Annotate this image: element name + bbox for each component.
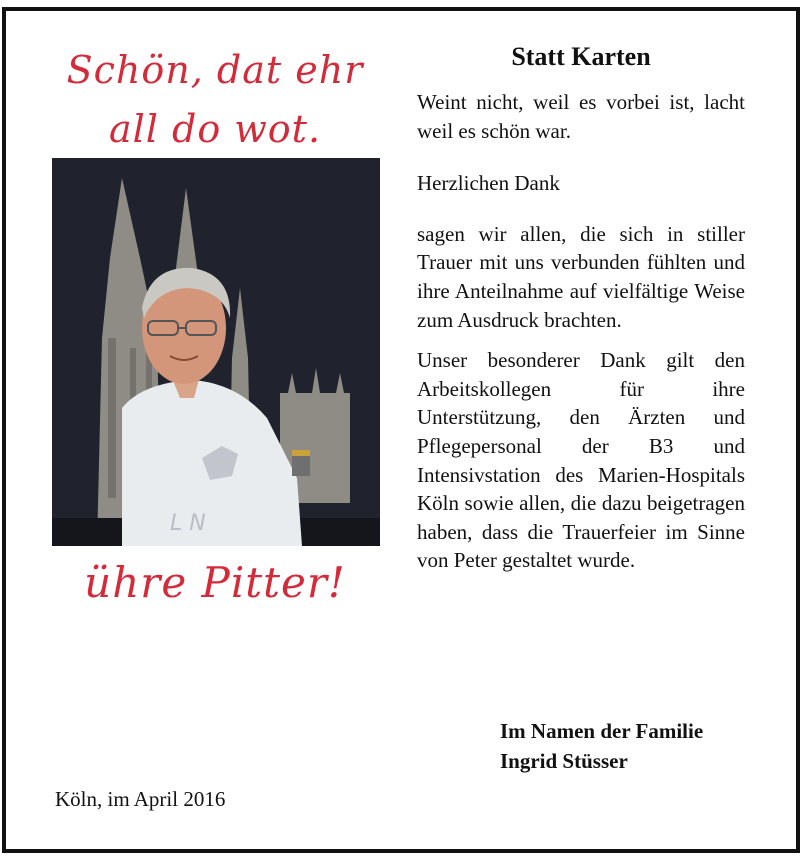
motto-bottom: ühre Pitter!: [84, 558, 346, 607]
thanks-heading: Herzlichen Dank: [417, 171, 560, 196]
svg-text:L N: L N: [170, 511, 206, 536]
statt-karten-title: Statt Karten: [511, 42, 651, 71]
motto-line-2: all do wot.: [108, 107, 322, 151]
cathedral-portrait-image: [52, 158, 380, 546]
thanks-paragraph: sagen wir allen, die sich in stiller Trauer mit uns verbunden fühlten und ihre Anteilnahme auf vielfältige Weise zum Ausdruck brachten.: [417, 221, 745, 332]
place-date: Köln, im April 2016: [55, 787, 226, 811]
motto-line-1: Schön, dat ehr: [66, 48, 364, 92]
special-thanks-paragraph: Unser besonderer Dank gilt den Arbeitskollegen für ihre Unterstützung, den Ärzten und Pflegepersonal der B3 und Intensivstation des Marien-Hospitals Köln sowie allen, die dazu beigetragen haben, dass die Trauerfeier im Sinne von Peter gestaltet wurde.: [417, 348, 745, 573]
signature-block: [500, 716, 703, 776]
text-column: [417, 42, 745, 575]
quote-text: Weint nicht, weil es vorbei ist, lacht weil es schön war.: [417, 90, 745, 143]
memorial-photo: [52, 158, 380, 546]
signature-line-family: Im Namen der Familie: [500, 719, 704, 743]
signature-name: Ingrid Stüsser: [500, 749, 628, 773]
